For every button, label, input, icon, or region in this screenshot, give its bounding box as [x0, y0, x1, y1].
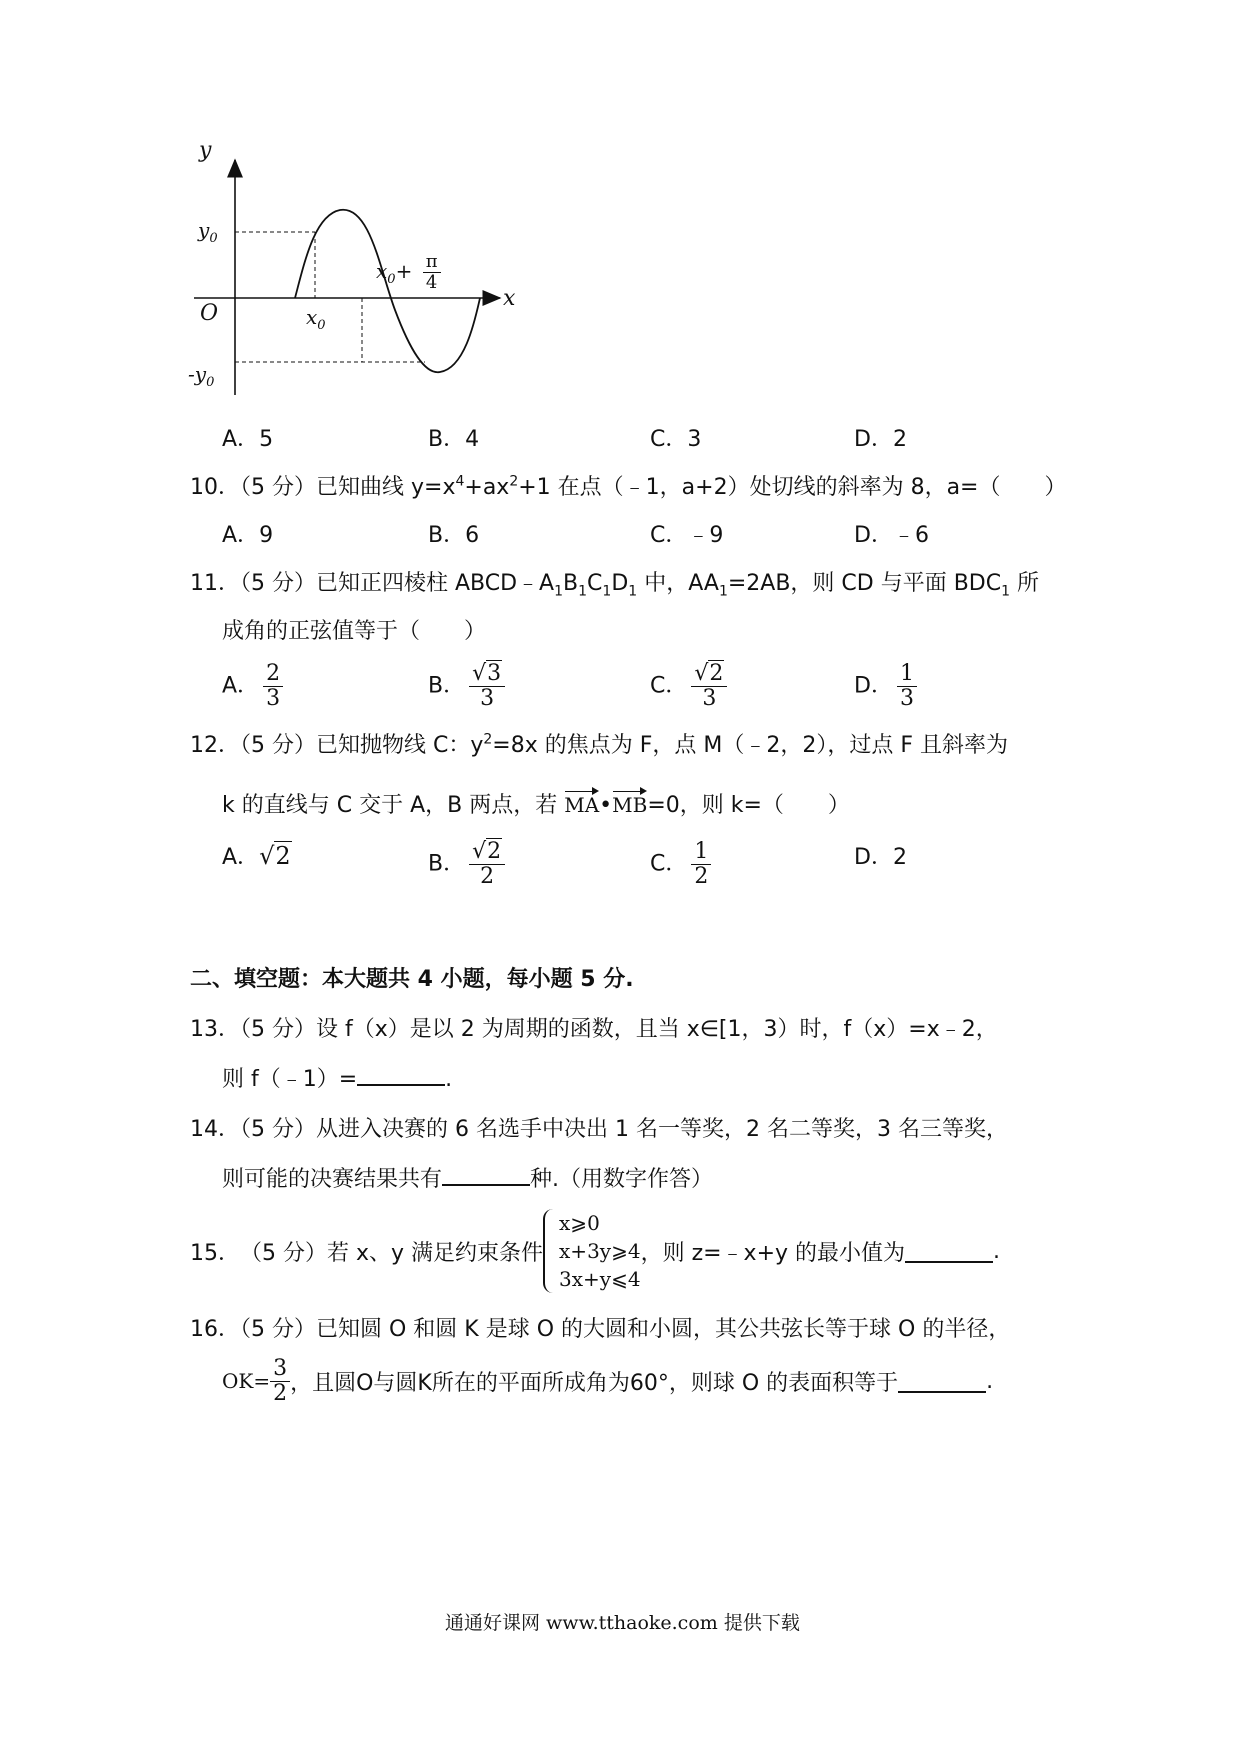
q11-stem-line1: 11．（5 分）已知正四棱柱 $ABCD﹣A_1B_1C_1D_1$ 中，$AA_1=2AB$，则 CD 与平面 $BDC_1$ 所	[190, 571, 1040, 600]
q14-stem-line1: 14．（5 分）从进入决赛的 6 名选手中决出 1 名一等奖，2 名二等奖，3 名三等奖，	[190, 1117, 1008, 1142]
q10-options	[222, 518, 1122, 558]
q12-option-b: B． $\frac{√2}{2}$	[428, 840, 505, 889]
q14-stem-line2: 则可能的决赛结果共有 种.（用数字作答）	[222, 1162, 713, 1193]
q12-stem-line1: 12．（5 分）已知抛物线 C：$y^2=8x$ 的焦点为 F，点 M（﹣2，2），过点 F 且斜率为	[190, 731, 1008, 758]
q11-option-b: B． $\frac{√3}{3}$	[428, 662, 505, 711]
q10-stem: 10．（5 分）已知曲线 $y=x^4+ax^2+1$ 在点（﹣1，a+2）处切线的斜率为 8，a=（ ）	[190, 473, 1067, 500]
q13-answer-blank[interactable]	[357, 1062, 445, 1086]
vector-mb: MB	[612, 789, 647, 817]
q12-option-c: C． $\frac{1}{2}$	[650, 840, 711, 889]
q12-stem-line2: k 的直线与 C 交于 A，B 两点，若 MA•MB=0，则 k=（ ）	[222, 788, 850, 819]
origin-label: O	[200, 301, 219, 326]
q11-stem-line2: 成角的正弦值等于（ ）	[222, 619, 487, 644]
q9-option-a: A．5	[222, 427, 274, 452]
q15-answer-blank[interactable]	[905, 1239, 993, 1263]
q11-options	[222, 662, 1122, 722]
x0-plus-pi-over-4-label: $x_0+$ $\frac{\pi}{4}$	[376, 252, 441, 293]
q16-stem-line2: OK= $\frac{3}{2}$ ，且圆O与圆K所在的平面所成角为60°，则球 O 的表面积等于 .	[222, 1355, 994, 1406]
q11-option-c: C． $\frac{√2}{3}$	[650, 662, 727, 711]
q13-stem-line1: 13．（5 分）设 f（x）是以 2 为周期的函数，且当 x∈[1，3）时，f（x）=x﹣2，	[190, 1017, 998, 1042]
q14-answer-blank[interactable]	[442, 1162, 530, 1186]
q9-options	[222, 422, 1122, 462]
x0-label: $x_0$	[306, 305, 326, 333]
q16-stem-line1: 16．（5 分）已知圆 O 和圆 K 是球 O 的大圆和小圆，其公共弦长等于球 O 的半径，	[190, 1317, 1011, 1342]
constraint-system: x⩾0 x+3y⩾4 3x+y⩽4	[543, 1209, 641, 1293]
q9-option-b: B．4	[428, 427, 480, 452]
x-axis-label: x	[503, 286, 516, 311]
neg-y0-label: $-y_0$	[188, 362, 215, 390]
q10-option-a: A．9	[222, 523, 274, 548]
q9-option-c: C．3	[650, 427, 702, 452]
q16-answer-blank[interactable]	[898, 1369, 986, 1393]
q11-option-a: A． $\frac{2}{3}$	[222, 662, 283, 711]
y0-label: $y_0$	[198, 218, 218, 246]
sine-graph-figure	[180, 150, 520, 410]
section-2-heading: 二、填空题：本大题共 4 小题，每小题 5 分.	[190, 967, 634, 992]
q12-options	[222, 840, 1122, 900]
page-footer: 通通好课网 www.tthaoke.com 提供下载	[445, 1612, 800, 1634]
q12-option-a: A．√2	[222, 842, 291, 870]
q13-stem-line2: 则 f（﹣1）= .	[222, 1062, 452, 1093]
q15-stem: 15． （5 分） 若 x、y 满足约束条件 x⩾0 x+3y⩾4 3x+y⩽4 ，则 z=﹣x+y 的最小值为 .	[190, 1211, 1001, 1291]
q10-option-d: D．﹣6	[854, 523, 929, 548]
q12-option-d: D．2	[854, 845, 907, 870]
q9-option-d: D．2	[854, 427, 907, 452]
y-axis-label: y	[199, 138, 212, 163]
q10-option-b: B．6	[428, 523, 480, 548]
q11-option-d: D． $\frac{1}{3}$	[854, 662, 917, 711]
vector-ma: MA	[564, 789, 599, 817]
q10-option-c: C．﹣9	[650, 523, 724, 548]
